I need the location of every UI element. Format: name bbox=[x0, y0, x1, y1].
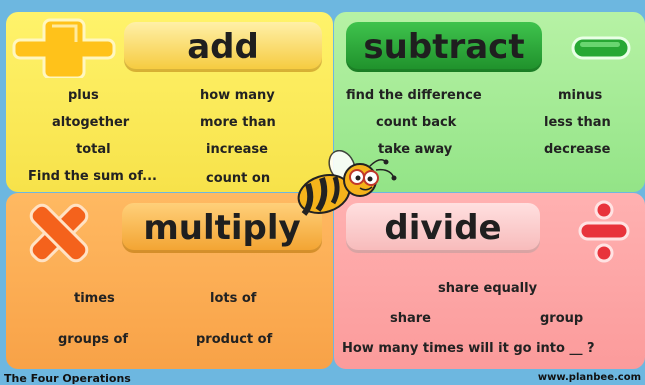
add-title: add bbox=[124, 22, 322, 72]
bee-icon bbox=[290, 150, 400, 222]
divide-word-share-equally: share equally bbox=[438, 281, 538, 296]
times-icon bbox=[16, 201, 102, 265]
subtract-word-take-away: take away bbox=[378, 142, 453, 157]
footer-website: www.planbee.com bbox=[537, 372, 641, 383]
subtract-word-count-back: count back bbox=[376, 115, 457, 130]
subtract-title: subtract bbox=[346, 22, 542, 72]
add-word-more-than: more than bbox=[200, 115, 276, 130]
multiply-word-groups-of: groups of bbox=[58, 332, 129, 347]
add-panel bbox=[6, 12, 333, 192]
add-word-total: total bbox=[76, 142, 111, 157]
divide-word-share: share bbox=[390, 311, 431, 326]
add-word-count-on: count on bbox=[206, 171, 271, 186]
divide-word-group: group bbox=[540, 311, 584, 326]
add-word-find-the-sum: Find the sum of... bbox=[28, 169, 157, 184]
subtract-word-minus: minus bbox=[558, 88, 603, 103]
subtract-word-find-the-difference: find the difference bbox=[346, 88, 482, 103]
subtract-word-decrease: decrease bbox=[544, 142, 611, 157]
divide-word-how-many-times: How many times will it go into __ ? bbox=[342, 341, 595, 356]
add-word-how-many: how many bbox=[200, 88, 275, 103]
multiply-word-product-of: product of bbox=[196, 332, 273, 347]
add-word-altogether: altogether bbox=[52, 115, 130, 130]
multiply-word-lots-of: lots of bbox=[210, 291, 257, 306]
minus-icon bbox=[570, 32, 632, 64]
footer-title: The Four Operations bbox=[4, 372, 131, 385]
divide-icon bbox=[576, 199, 632, 265]
multiply-panel bbox=[6, 193, 333, 369]
divide-title: divide bbox=[346, 203, 540, 253]
multiply-word-times: times bbox=[74, 291, 115, 306]
subtract-word-less-than: less than bbox=[544, 115, 611, 130]
add-word-plus: plus bbox=[68, 88, 99, 103]
plus-icon bbox=[12, 16, 116, 78]
multiply-title: multiply bbox=[122, 203, 322, 253]
add-word-increase: increase bbox=[206, 142, 268, 157]
